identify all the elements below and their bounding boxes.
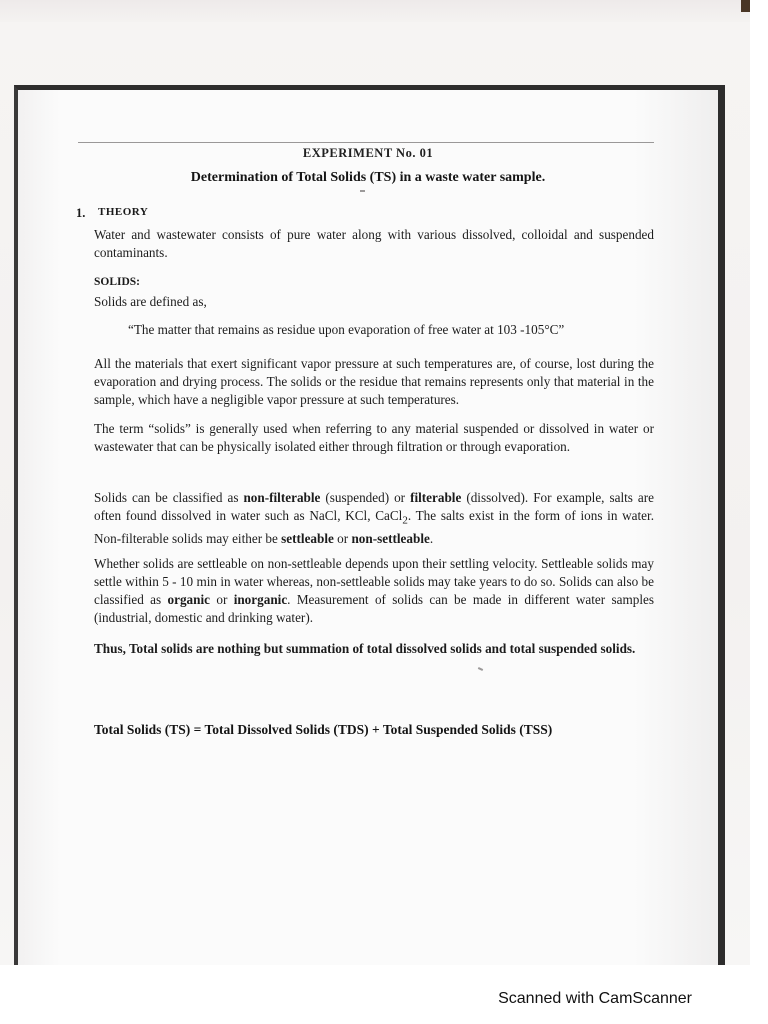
bold-term-filterable: filterable	[410, 490, 462, 505]
definition-quote: “The matter that remains as residue upon evaporation of free water at 103 -105°C”	[128, 322, 565, 337]
solids-heading: SOLIDS:	[94, 276, 141, 288]
bold-term-settleable: settleable	[281, 530, 334, 546]
settleable-paragraph	[94, 555, 654, 627]
text-run: . Measurement of solids can be made in different water samples (industrial, domestic and drinking water).	[94, 592, 654, 625]
bold-term-non-filterable: non-filterable	[243, 490, 321, 505]
text-run: . The salts exist in the form of ions in water. Non-filterable solids may either be	[94, 508, 654, 546]
text-run: or	[333, 530, 352, 546]
summary-statement: Total solids are nothing but summation of total dissolved solids and total suspended solids.	[128, 641, 636, 656]
solids-defined-text: Solids are defined as,	[94, 294, 207, 309]
scan-speck	[478, 667, 483, 671]
experiment-number: EXPERIMENT No. 01	[302, 146, 434, 160]
page-content	[18, 90, 718, 965]
camscanner-watermark: Scanned with CamScanner	[498, 990, 692, 1007]
subscript-2: 2	[402, 514, 408, 527]
term-solids-paragraph: The term “solids” is generally used when referring to any material suspended or dissolved in water or wastewater that can be physically isolated either through filtration or through evaporation.	[94, 421, 654, 454]
bold-term-organic: organic	[167, 592, 210, 607]
text-run: Thus,	[94, 641, 129, 656]
text-run: Solids can be classified as	[94, 490, 244, 505]
background-corner	[741, 0, 750, 12]
text-run: (suspended) or	[320, 490, 411, 505]
text-run: .	[429, 530, 434, 546]
classification-paragraph	[94, 489, 654, 548]
text-run: or	[210, 592, 234, 607]
materials-paragraph: All the materials that exert significant vapor pressure at such temperatures are, of course, lost during the evaporation and drying process. The solids or the residue that remains represents only that material in the sample, which have a negligible vapor pressure at such temperatures.	[94, 356, 654, 407]
section-title: THEORY	[98, 206, 149, 218]
text-run: (dissolved). For example, salts are often found dissolved in water such as NaCl, KCl, CaCl	[94, 490, 654, 523]
bold-term-inorganic: inorganic	[233, 592, 288, 607]
summary-paragraph	[94, 640, 654, 658]
section-number: 1.	[76, 206, 86, 220]
text-run: Whether solids are settleable on non-settleable depends upon their settling velocity. Settleable solids may settle within 5 - 10 min in water whereas, non-settleable solids may take years to do so. Solids can also be classified as	[94, 556, 654, 607]
bold-term-non-settleable: non-settleable	[351, 530, 430, 546]
document-page	[14, 85, 725, 965]
theory-intro-paragraph: Water and wastewater consists of pure water along with various dissolved, colloidal and suspended contaminants.	[94, 227, 654, 260]
header-rule	[78, 142, 654, 143]
page-bleed-through	[0, 0, 750, 22]
document-title: Determination of Total Solids (TS) in a waste water sample.	[190, 170, 546, 185]
scan-speck	[360, 190, 365, 192]
total-solids-formula: Total Solids (TS) = Total Dissolved Solids (TDS) + Total Suspended Solids (TSS)	[94, 722, 553, 737]
